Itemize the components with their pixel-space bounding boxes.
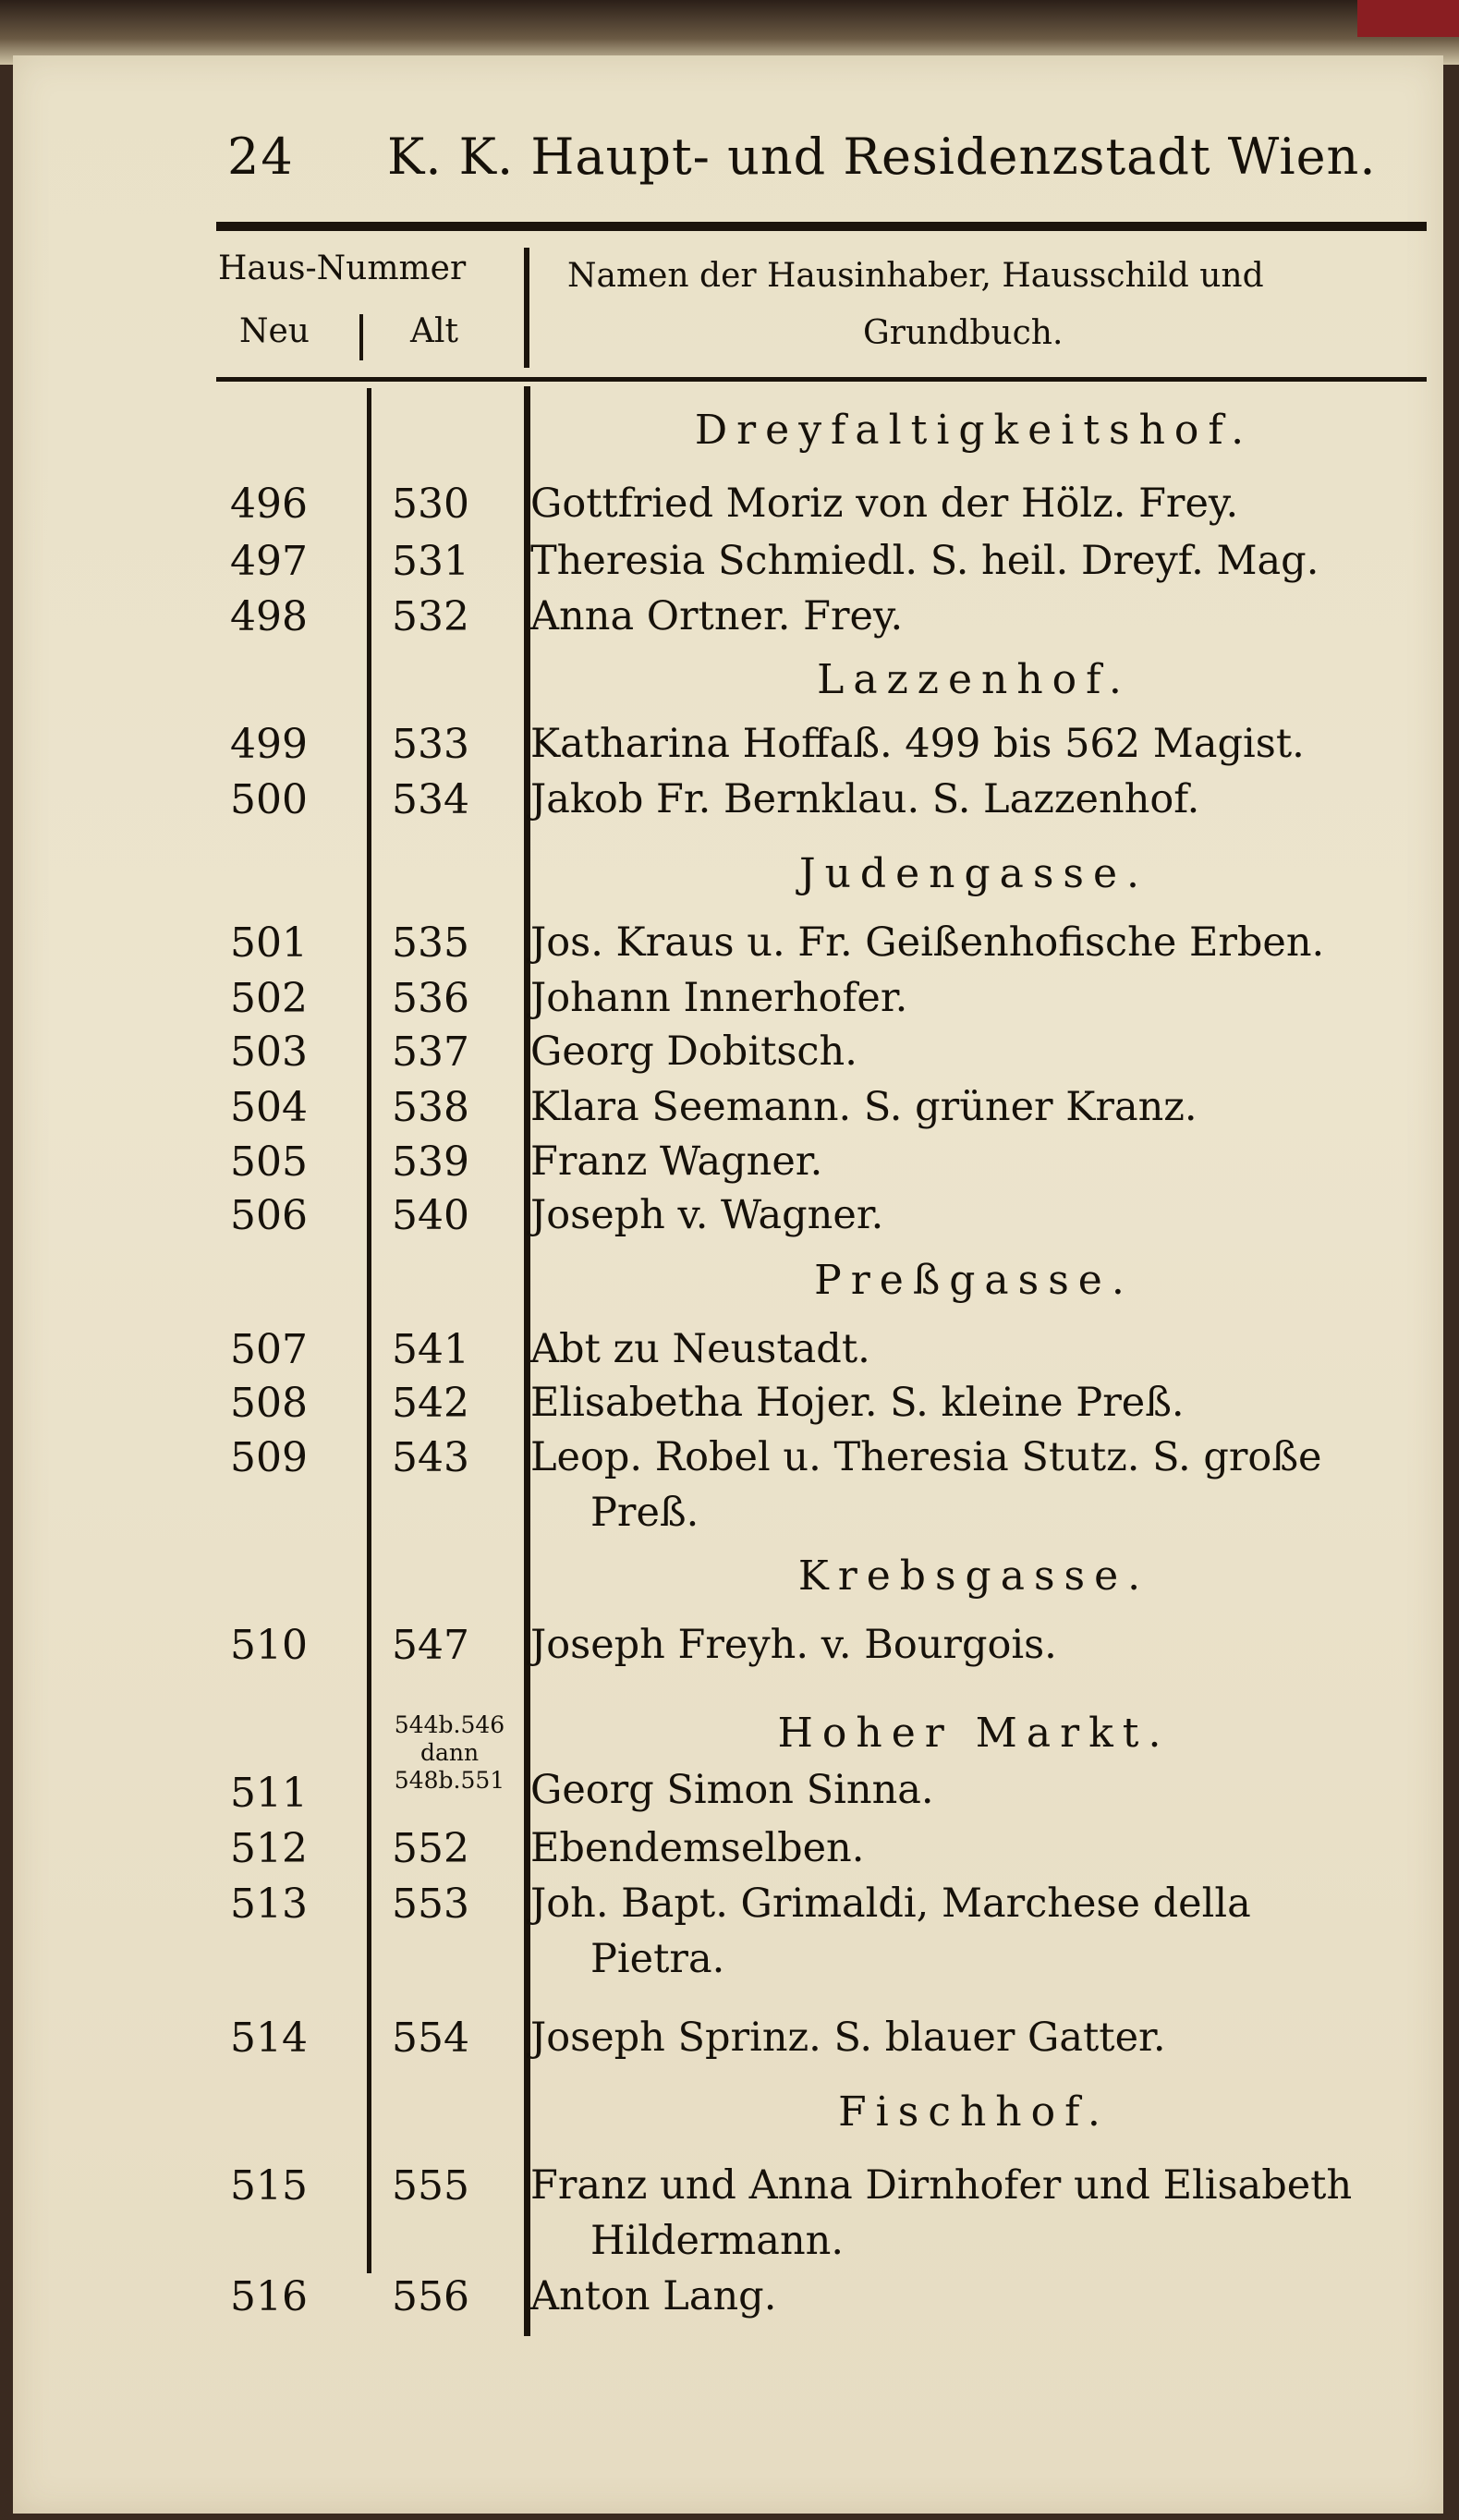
table-row	[13, 776, 1443, 832]
house-number-old: 541	[392, 1326, 469, 1373]
house-number-new: 511	[230, 1770, 308, 1817]
house-number-new: 512	[230, 1825, 308, 1872]
owner-name: Georg Simon Sinna.	[530, 1767, 934, 1813]
house-number-old: 547	[392, 1622, 469, 1669]
table-row	[13, 1138, 1443, 1194]
owner-name: Anna Ortner. Frey.	[530, 593, 904, 639]
table-row	[13, 2162, 1443, 2273]
owner-name: Franz und Anna Dirnhofer und Elisabeth	[530, 2162, 1353, 2209]
header-rule	[216, 222, 1427, 231]
owner-name: Joseph Freyh. v. Bourgois.	[530, 1622, 1057, 1668]
table-row	[13, 1029, 1443, 1084]
table-row	[13, 721, 1443, 776]
house-number-new: 500	[230, 776, 308, 823]
house-number-old: 553	[392, 1881, 469, 1928]
house-number-old: 540	[392, 1192, 469, 1239]
running-title: K. K. Haupt- und Residenzstadt Wien.	[387, 128, 1377, 186]
house-number-old: 532	[392, 593, 469, 640]
house-number-old: 542	[392, 1380, 469, 1427]
owner-name: Abt zu Neustadt.	[530, 1326, 870, 1372]
table-row	[13, 1710, 1443, 1820]
section-title: Preßgasse.	[814, 1257, 1134, 1304]
owner-name: Elisabetha Hojer. S. kleine Preß.	[530, 1380, 1185, 1426]
house-number-old: 530	[392, 481, 469, 528]
house-number-old: 533	[392, 721, 469, 768]
table-row	[13, 2273, 1443, 2329]
house-number-old: 536	[392, 975, 469, 1022]
owner-name: Joseph Sprinz. S. blauer Gatter.	[530, 2015, 1166, 2061]
owner-name: Jos. Kraus u. Fr. Geißenhofische Erben.	[530, 919, 1325, 966]
house-number-old: 534	[392, 776, 469, 823]
house-number-old: 539	[392, 1138, 469, 1186]
house-number-new: 501	[230, 919, 308, 967]
house-number-old: 552	[392, 1825, 469, 1872]
page	[13, 55, 1443, 2514]
table-row	[13, 1192, 1443, 1248]
owner-name-continued: Hildermann.	[590, 2218, 844, 2264]
owner-name: Leop. Robel u. Theresia Stutz. S. große	[530, 1434, 1322, 1480]
house-number-new: 502	[230, 975, 308, 1022]
table-row	[13, 1326, 1443, 1382]
owner-name: Theresia Schmiedl. S. heil. Dreyf. Mag.	[530, 538, 1319, 584]
owner-name: Gottfried Moriz von der Hölz. Frey.	[530, 481, 1239, 527]
house-number-new: 499	[230, 721, 308, 768]
col-haus-nummer: Haus-Nummer	[218, 250, 467, 287]
house-number-old: 535	[392, 919, 469, 967]
owner-name: Franz Wagner.	[530, 1138, 823, 1185]
owner-name: Jakob Fr. Bernklau. S. Lazzenhof.	[530, 776, 1200, 822]
house-number-old: 555	[392, 2162, 469, 2210]
col-neu: Neu	[239, 312, 310, 350]
house-number-new: 496	[230, 481, 308, 528]
house-number-new: 516	[230, 2273, 308, 2320]
table-row	[13, 538, 1443, 593]
table-row	[13, 1881, 1443, 1991]
house-number-old: 556	[392, 2273, 469, 2320]
house-number-new: 503	[230, 1029, 308, 1076]
owner-name-continued: Pietra.	[590, 1936, 725, 1982]
section-title: Dreyfaltigkeitshof.	[694, 407, 1254, 454]
house-number-new: 515	[230, 2162, 308, 2210]
owner-name: Joh. Bapt. Grimaldi, Marchese della	[530, 1881, 1251, 1927]
col-names-line1: Namen der Hausinhaber, Hausschild und	[567, 257, 1264, 295]
house-number-old-line2: dann	[419, 1739, 480, 1766]
section-title: Fischhof.	[838, 2088, 1110, 2136]
owner-name: Georg Dobitsch.	[530, 1029, 857, 1075]
house-number-new: 498	[230, 593, 308, 640]
owner-name: Johann Innerhofer.	[530, 975, 908, 1021]
house-number-old: 543	[392, 1434, 469, 1481]
table-row	[13, 975, 1443, 1030]
house-number-new: 513	[230, 1881, 308, 1928]
head-divider-neu-alt	[359, 314, 363, 360]
owner-name-continued: Preß.	[590, 1490, 699, 1536]
col-alt: Alt	[410, 312, 458, 350]
table-row	[13, 593, 1443, 649]
table-row	[13, 1084, 1443, 1139]
house-number-new: 507	[230, 1326, 308, 1373]
table-row	[13, 1622, 1443, 1677]
book-edge-red	[1357, 0, 1459, 37]
table-row	[13, 1825, 1443, 1881]
table-row	[13, 481, 1443, 536]
house-number-new: 508	[230, 1380, 308, 1427]
house-number-new: 514	[230, 2015, 308, 2062]
owner-name: Joseph v. Wagner.	[530, 1192, 884, 1238]
house-number-new: 497	[230, 538, 308, 585]
house-number-new: 504	[230, 1084, 308, 1131]
table-row	[13, 2015, 1443, 2070]
house-number-old: 554	[392, 2015, 469, 2062]
section-title: Hoher Markt.	[777, 1710, 1171, 1757]
house-number-old: 531	[392, 538, 469, 585]
owner-name: Ebendemselben.	[530, 1825, 865, 1871]
house-number-old: 538	[392, 1084, 469, 1131]
head-divider-alt-names	[524, 248, 529, 368]
house-number-new: 509	[230, 1434, 308, 1481]
house-number-new: 510	[230, 1622, 308, 1669]
owner-name: Klara Seemann. S. grüner Kranz.	[530, 1084, 1198, 1130]
owner-name: Katharina Hoffaß. 499 bis 562 Magist.	[530, 721, 1305, 767]
owner-name: Anton Lang.	[530, 2273, 777, 2319]
house-number-old: 537	[392, 1029, 469, 1076]
section-title: Judengasse.	[798, 850, 1149, 897]
section-title: Lazzenhof.	[817, 656, 1131, 703]
page-number: 24	[227, 128, 295, 186]
table-row	[13, 1380, 1443, 1435]
table-row	[13, 1434, 1443, 1545]
table-row	[13, 919, 1443, 975]
section-title: Krebsgasse.	[797, 1552, 1150, 1600]
col-names-line2: Grundbuch.	[863, 314, 1064, 352]
column-head-rule	[216, 377, 1427, 382]
house-number-old-line3: 548b.551	[394, 1767, 505, 1794]
house-number-new: 506	[230, 1192, 308, 1239]
house-number-old-line1: 544b.546	[394, 1711, 505, 1738]
house-number-new: 505	[230, 1138, 308, 1186]
